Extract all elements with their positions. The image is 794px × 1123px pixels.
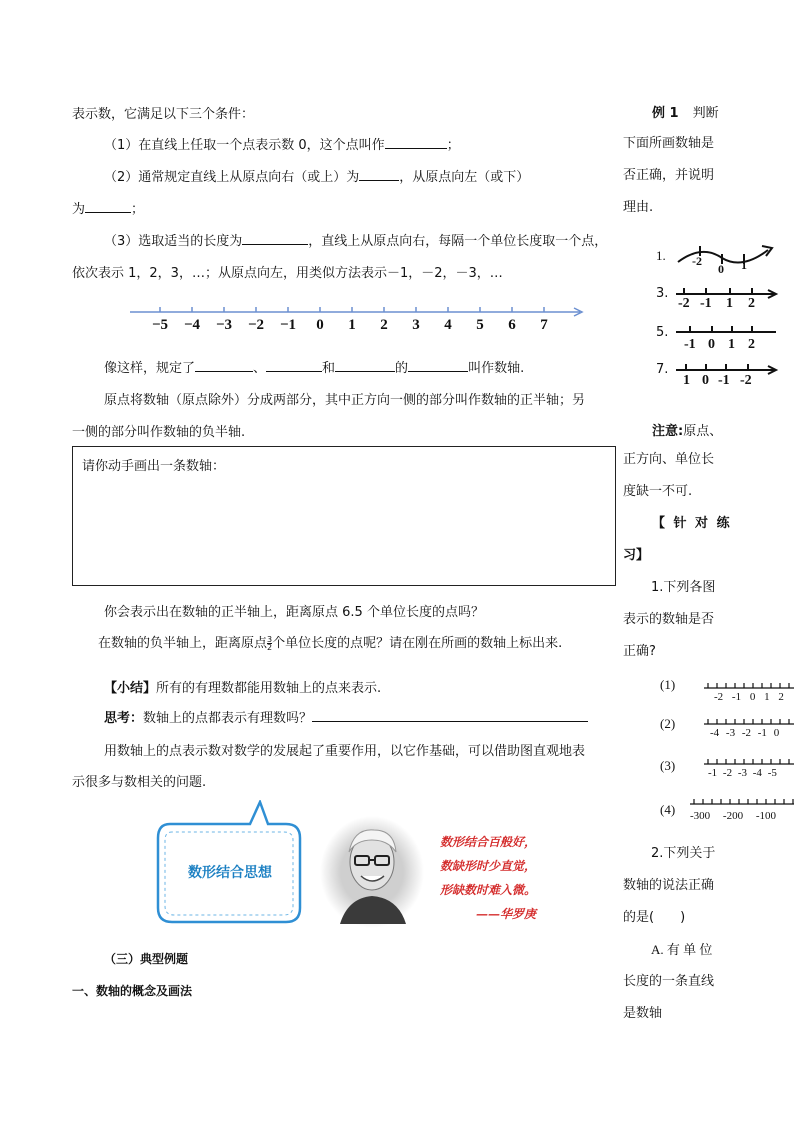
- pa4-label-3: -100: [755, 810, 777, 822]
- pa2-label-3: -2: [741, 727, 752, 739]
- practice-axis-1-labels: [714, 691, 784, 703]
- fraction-denominator: 2: [267, 643, 273, 652]
- practice-2-line-1: 2.下列关于: [651, 846, 716, 861]
- pa3-label-2: -2: [722, 767, 733, 779]
- option-a-line-3: 是数轴: [623, 1006, 663, 1021]
- practice-axis-2-labels: [710, 727, 779, 739]
- condition-1-end: ；: [446, 138, 460, 153]
- note-text-1: 原点、: [683, 424, 723, 439]
- fig-7-label-3: -1: [718, 373, 730, 388]
- pa2-label-5: 0: [773, 727, 780, 739]
- blank-origin[interactable]: [385, 136, 447, 149]
- practice-axis-2-number: (2): [660, 716, 676, 731]
- option-a-line-1: A. 有 单 位: [651, 942, 713, 957]
- fig-1-number: 1.: [656, 248, 666, 263]
- practice-title-2: 习】: [623, 548, 650, 563]
- example-line-3: 否正确，并说明: [623, 168, 715, 183]
- axis-ticks: [152, 307, 548, 333]
- fig-1-label-1: -2: [692, 254, 702, 268]
- option-a-line-2: 长度的一条直线: [623, 974, 715, 989]
- main-number-line: [128, 300, 588, 340]
- axis-tick-label: 6: [508, 317, 516, 333]
- blank-def-1[interactable]: [195, 359, 253, 372]
- pa1-label-1: -2: [714, 691, 724, 703]
- question-negative-text: 在数轴的负半轴上，距离原点: [98, 636, 268, 651]
- poem-line-1: 数形结合百般好，: [440, 835, 537, 849]
- pa4-label-2: -200: [722, 810, 744, 822]
- pa2-label-2: -3: [725, 727, 736, 739]
- definition-text-c: 和: [322, 361, 336, 376]
- practice-title-1: 【 针 对 练: [652, 516, 732, 531]
- pa1-label-2: -1: [731, 691, 742, 703]
- blank-negative-direction[interactable]: [85, 200, 131, 213]
- question-negative-rest: 个单位长度的点呢？请在刚在所画的数轴上标出来.: [272, 636, 563, 651]
- axis-tick-label: 2: [380, 317, 388, 333]
- pa1-label-3: 0: [749, 691, 756, 703]
- fig-1-axis: [672, 240, 782, 276]
- blank-think-answer[interactable]: [312, 709, 588, 722]
- half-axis-text-2: 一侧的部分叫作数轴的负半轴.: [72, 425, 246, 440]
- fig-7-label-4: -2: [740, 373, 752, 388]
- bubble-text: 数形结合思想: [188, 865, 272, 881]
- practice-axis-4-number: (4): [660, 802, 676, 817]
- condition-2-text: （2）通常规定直线上从原点向右（或上）为: [104, 170, 360, 185]
- axis-tick-label: 3: [412, 317, 420, 333]
- condition-3-text: （3）选取适当的长度为: [104, 234, 243, 249]
- fig-7-label-2: 0: [702, 373, 709, 388]
- practice-1-line-1: 1.下列各图: [651, 580, 716, 595]
- axis-tick-label: −5: [151, 317, 169, 333]
- fig-3-label-4: 2: [748, 296, 755, 311]
- example-line-2: 下面所画数轴是: [623, 136, 715, 151]
- axis-tick-label: −2: [247, 317, 265, 333]
- note-line-1: [652, 420, 722, 439]
- poem-line-2: 数缺形时少直觉，: [440, 859, 537, 873]
- practice-2-text: [623, 838, 723, 934]
- practice-1-line-2: 表示的数轴是否: [623, 612, 715, 627]
- definition-text-a: 像这样，规定了: [104, 361, 196, 376]
- fig-1-label-3: 1: [741, 258, 747, 272]
- portrait-image: [318, 812, 426, 930]
- definition-text-d: 的: [395, 361, 409, 376]
- practice-axis-1-number: (1): [660, 677, 676, 692]
- axis-tick-label: 5: [476, 317, 484, 333]
- condition-3: [104, 230, 607, 249]
- fig-7-number: 7.: [656, 362, 669, 377]
- condition-2-line2-end: ；: [131, 202, 145, 217]
- fig-5-label-2: 0: [708, 337, 715, 352]
- axis-tick-label: 0: [316, 317, 324, 333]
- pa2-label-1: -4: [710, 727, 720, 739]
- definition-text-b: 、: [253, 361, 267, 376]
- pa3-label-3: -3: [737, 767, 748, 779]
- blank-unit-length[interactable]: [242, 232, 308, 245]
- condition-1-text: （1）在直线上任取一个点表示数 0，这个点叫作: [104, 138, 385, 153]
- pa1-label-5: 2: [778, 691, 784, 703]
- poem: [440, 830, 536, 926]
- note-text-3: 度缺一不可.: [623, 484, 693, 499]
- fig-5-label-4: 2: [748, 337, 755, 352]
- subsection-title: 一、数轴的概念及画法: [72, 984, 193, 998]
- summary-tag: 【小结】: [104, 681, 157, 696]
- pa3-label-4: -4: [752, 767, 762, 779]
- condition-2-line2-text: 为: [72, 202, 86, 217]
- fig-3-label-1: -2: [678, 296, 690, 311]
- think-tag: 思考：: [104, 711, 144, 726]
- axis-tick-label: 1: [348, 317, 356, 333]
- fig-7-label-1: 1: [683, 373, 690, 388]
- note-tag: 注意:: [652, 424, 684, 439]
- fig-5-number: 5.: [656, 325, 669, 340]
- fig-5-label-3: 1: [728, 337, 735, 352]
- axis-tick-label: −3: [215, 317, 233, 333]
- blank-def-2[interactable]: [266, 359, 322, 372]
- fig-3-label-2: -1: [700, 296, 712, 311]
- blank-def-4[interactable]: [408, 359, 468, 372]
- poem-author: ——华罗庚: [476, 907, 537, 921]
- definition-line: [104, 357, 524, 376]
- paragraph-line-1: 用数轴上的点表示数对数学的发展起了重要作用，以它作基础，可以借助图直观地表: [104, 744, 586, 759]
- intro-text: 表示数，它满足以下三个条件：: [72, 107, 255, 122]
- practice-2-line-2: 数轴的说法正确: [623, 878, 715, 893]
- question-positive: 你会表示出在数轴的正半轴上，距离原点 6.5 个单位长度的点吗？: [104, 605, 484, 620]
- practice-axis-4: [690, 796, 794, 810]
- fig-1-label-2: 0: [718, 262, 724, 276]
- practice-axis-4-labels: [690, 810, 776, 822]
- condition-1: [104, 134, 460, 153]
- pa1-label-4: 1: [764, 691, 770, 703]
- condition-2: [104, 166, 529, 185]
- practice-1-line-3: 正确?: [623, 644, 656, 659]
- pa3-label-5: -5: [767, 767, 777, 779]
- blank-def-3[interactable]: [335, 359, 395, 372]
- pa3-label-1: -1: [708, 767, 718, 779]
- axis-tick-label: 4: [444, 317, 452, 333]
- pa4-label-1: -300: [690, 810, 711, 822]
- practice-1-text: [623, 572, 723, 668]
- summary-text: 所有的有理数都能用数轴上的点来表示.: [156, 681, 382, 696]
- fig-3-label-3: 1: [726, 296, 733, 311]
- example-text: [623, 128, 723, 224]
- summary-line: [104, 677, 381, 696]
- practice-axis-3-labels: [708, 767, 777, 779]
- section-title: （三）典型例题: [104, 952, 189, 966]
- fig-3-number: 3.: [656, 286, 669, 301]
- poem-line-3: 形缺数时难入微。: [440, 883, 537, 897]
- think-text: 数轴上的点都表示有理数吗？: [143, 711, 313, 726]
- practice-title: [652, 508, 752, 540]
- condition-3-rest: ，直线上从原点向右，每隔一个单位长度取一个点，: [308, 234, 608, 249]
- question-negative: [98, 632, 562, 651]
- drawing-box-prompt: 请你动手画出一条数轴：: [82, 459, 226, 474]
- option-a-text: [623, 934, 723, 1030]
- example-line-1: 判断: [692, 106, 719, 121]
- practice-2-line-3: 的是( ): [623, 910, 686, 925]
- blank-positive-direction[interactable]: [359, 168, 399, 181]
- fraction-numerator: 3: [267, 635, 273, 644]
- example-label: 例 1: [652, 106, 679, 121]
- fig-5-label-1: -1: [684, 337, 696, 352]
- half-axis-text-1: 原点将数轴（原点除外）分成两部分，其中正方向一侧的部分叫作数轴的正半轴；另: [104, 393, 586, 408]
- axis-tick-label: 7: [540, 317, 548, 333]
- drawing-box[interactable]: [72, 446, 616, 586]
- condition-3-line2: 依次表示 1，2，3，…；从原点向左，用类似方法表示－1，－2，－3，…: [72, 266, 503, 281]
- example-header: [652, 102, 719, 121]
- note-text: [623, 444, 723, 508]
- paragraph-line-2: 示很多与数相关的问题.: [72, 775, 207, 790]
- practice-title-cont: [623, 540, 723, 572]
- example-line-4: 理由.: [623, 200, 654, 215]
- condition-2-line2: [72, 198, 144, 217]
- axis-tick-label: −1: [279, 317, 297, 333]
- axis-tick-label: −4: [183, 317, 201, 333]
- condition-2-mid: ，从原点向左（或下）: [399, 170, 530, 185]
- think-line: [104, 707, 588, 726]
- definition-text-e: 叫作数轴.: [468, 361, 525, 376]
- pa2-label-4: -1: [757, 727, 767, 739]
- note-text-2: 正方向、单位长: [623, 452, 715, 467]
- practice-axis-3-number: (3): [660, 758, 676, 773]
